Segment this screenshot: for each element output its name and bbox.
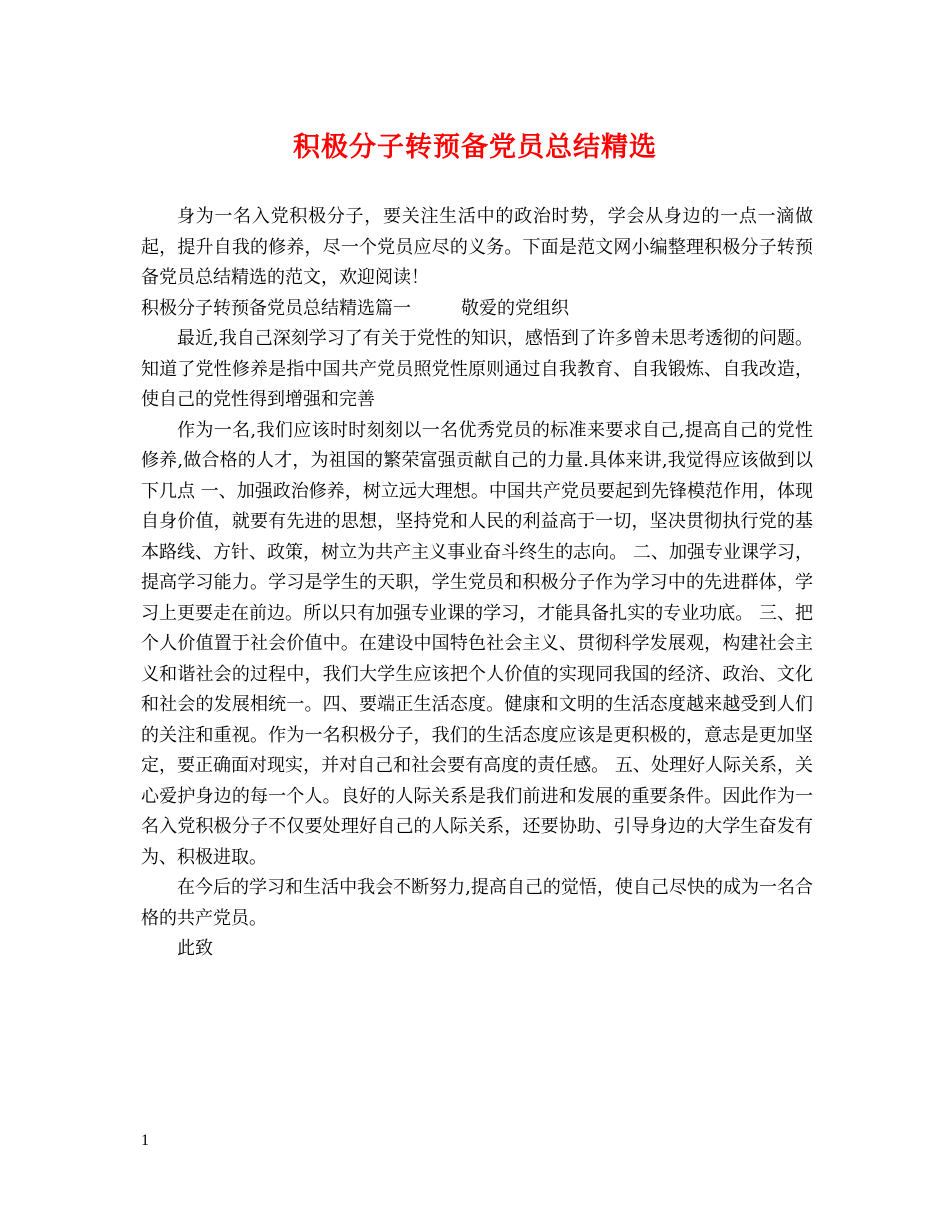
closing-line: 此致 [177, 938, 213, 959]
page-number: 1 [141, 1132, 149, 1149]
section-heading-line [141, 294, 813, 325]
intro-paragraph: 身为一名入党积极分子，要关注生活中的政治时势，学会从身边的一点一滴做起，提升自我的修养，尽一个党员应尽的义务。下面是范文网小编整理积极分子转预备党员总结精选的范文，欢迎阅读！ [141, 206, 813, 288]
document-title: 积极分子转预备党员总结精选 [293, 132, 657, 163]
salutation: 敬爱的党组织 [461, 297, 569, 319]
document-body [141, 202, 813, 965]
body-paragraph-3: 在今后的学习和生活中我会不断努力,提高自己的觉悟，使自己尽快的成为一名合格的共产党员。 [141, 877, 813, 929]
body-paragraph-1: 最近,我自己深刻学习了有关于党性的知识，感悟到了许多曾未思考透彻的问题。知道了党性修养是指中国共产党员照党性原则通过自我教育、自我锻炼、自我改造，使自己的党性得到增强和完善 [141, 328, 813, 410]
section-heading: 积极分子转预备党员总结精选篇一 [141, 297, 411, 319]
body-paragraph-2: 作为一名,我们应该时时刻刻以一名优秀党员的标准来要求自己,提高自己的党性修养,做合格的人才，为祖国的繁荣富强贡献自己的力量.具体来讲,我觉得应该做到以下几点 一、加强政治修养，树立远大理想。中国共产党员要起到先锋模范作用，体现自身价值，就要有先进的思想，坚持党和人民的利益高于一切，坚决贯彻执行党的基本路线、方针、政策，树立为共产主义事业奋斗终生的志向。 二、加强专业课学习，提高学习能力。学习是学生的天职，学生党员和积极分子作为学习中的先进群体，学习上更要走在前边。所以只有加强专业课的学习，才能具备扎实的专业功底。 三、把个人价值置于社会价值中。在建设中国特色社会主义、贯彻科学发展观，构建社会主义和谐社会的过程中，我们大学生应该把个人价值的实现同我国的经济、政治、文化和社会的发展相统一。四、要端正生活态度。健康和文明的生活态度越来越受到人们的关注和重视。作为一名积极分子，我们的生活态度应该是更积极的，意志是更加坚定，要正确面对现实，并对自己和社会要有高度的责任感。 五、处理好人际关系，关心爱护身边的每一个人。良好的人际关系是我们前进和发展的重要条件。因此作为一名入党积极分子不仅要处理好自己的人际关系，还要协助、引导身边的大学生奋发有为、积极进取。 [141, 419, 813, 868]
